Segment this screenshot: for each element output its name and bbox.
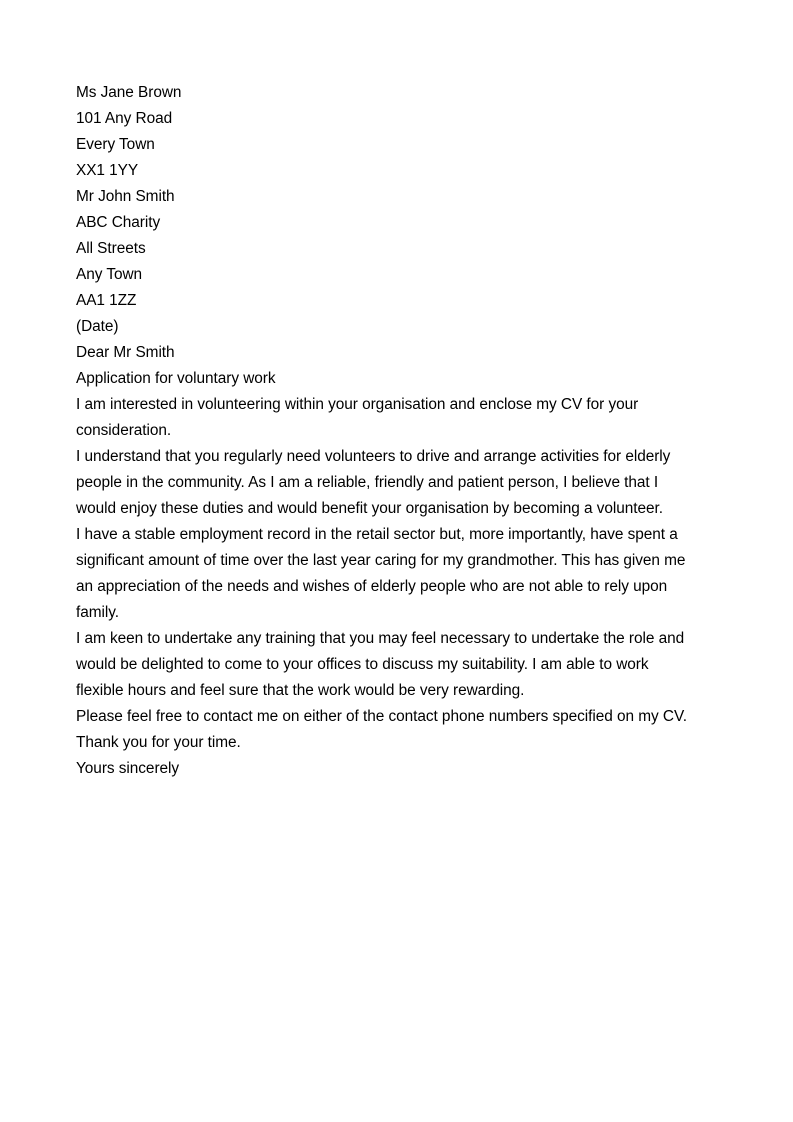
paragraph-line: would be delighted to come to your offices to discuss my suitability. I am able to work <box>76 656 649 673</box>
subject-line: Application for voluntary work <box>76 370 276 387</box>
paragraph-line: flexible hours and feel sure that the work would be very rewarding. <box>76 682 525 699</box>
paragraph-3 <box>76 522 716 626</box>
paragraph-2 <box>76 444 716 522</box>
closing: Yours sincerely <box>76 760 180 777</box>
paragraph-line: people in the community. As I am a reliable, friendly and patient person, I believe that I <box>76 474 659 491</box>
recipient-town: Any Town <box>76 266 143 283</box>
paragraph-line: I understand that you regularly need volunteers to drive and arrange activities for elderly <box>76 448 671 465</box>
paragraph-line: family. <box>76 604 119 621</box>
paragraph-line: I am keen to undertake any training that you may feel necessary to undertake the role and <box>76 630 685 647</box>
recipient-organisation: ABC Charity <box>76 214 161 231</box>
paragraph-line: consideration. <box>76 422 172 439</box>
paragraph-line: I have a stable employment record in the retail sector but, more importantly, have spent a <box>76 526 678 543</box>
paragraph-line: I am interested in volunteering within your organisation and enclose my CV for your <box>76 396 639 413</box>
sender-town: Every Town <box>76 136 155 153</box>
paragraph-line: significant amount of time over the last year caring for my grandmother. This has given me <box>76 552 686 569</box>
sender-street: 101 Any Road <box>76 110 173 127</box>
paragraph-1 <box>76 392 716 444</box>
paragraph-line: Please feel free to contact me on either of the contact phone numbers specified on my CV. <box>76 708 687 725</box>
salutation: Dear Mr Smith <box>76 344 175 361</box>
sender-address <box>76 80 716 184</box>
paragraph-4 <box>76 626 716 704</box>
paragraph-6 <box>76 730 716 756</box>
paragraph-5 <box>76 704 716 730</box>
recipient-address <box>76 184 716 314</box>
letter-date: (Date) <box>76 318 119 335</box>
letter-body <box>76 80 716 782</box>
sender-name: Ms Jane Brown <box>76 84 182 101</box>
sender-postcode: XX1 1YY <box>76 162 139 179</box>
paragraph-line: an appreciation of the needs and wishes of elderly people who are not able to rely upon <box>76 578 668 595</box>
recipient-street: All Streets <box>76 240 146 257</box>
recipient-name: Mr John Smith <box>76 188 175 205</box>
paragraph-line: would enjoy these duties and would benefit your organisation by becoming a volunteer. <box>76 500 663 517</box>
recipient-postcode: AA1 1ZZ <box>76 292 137 309</box>
paragraph-line: Thank you for your time. <box>76 734 241 751</box>
